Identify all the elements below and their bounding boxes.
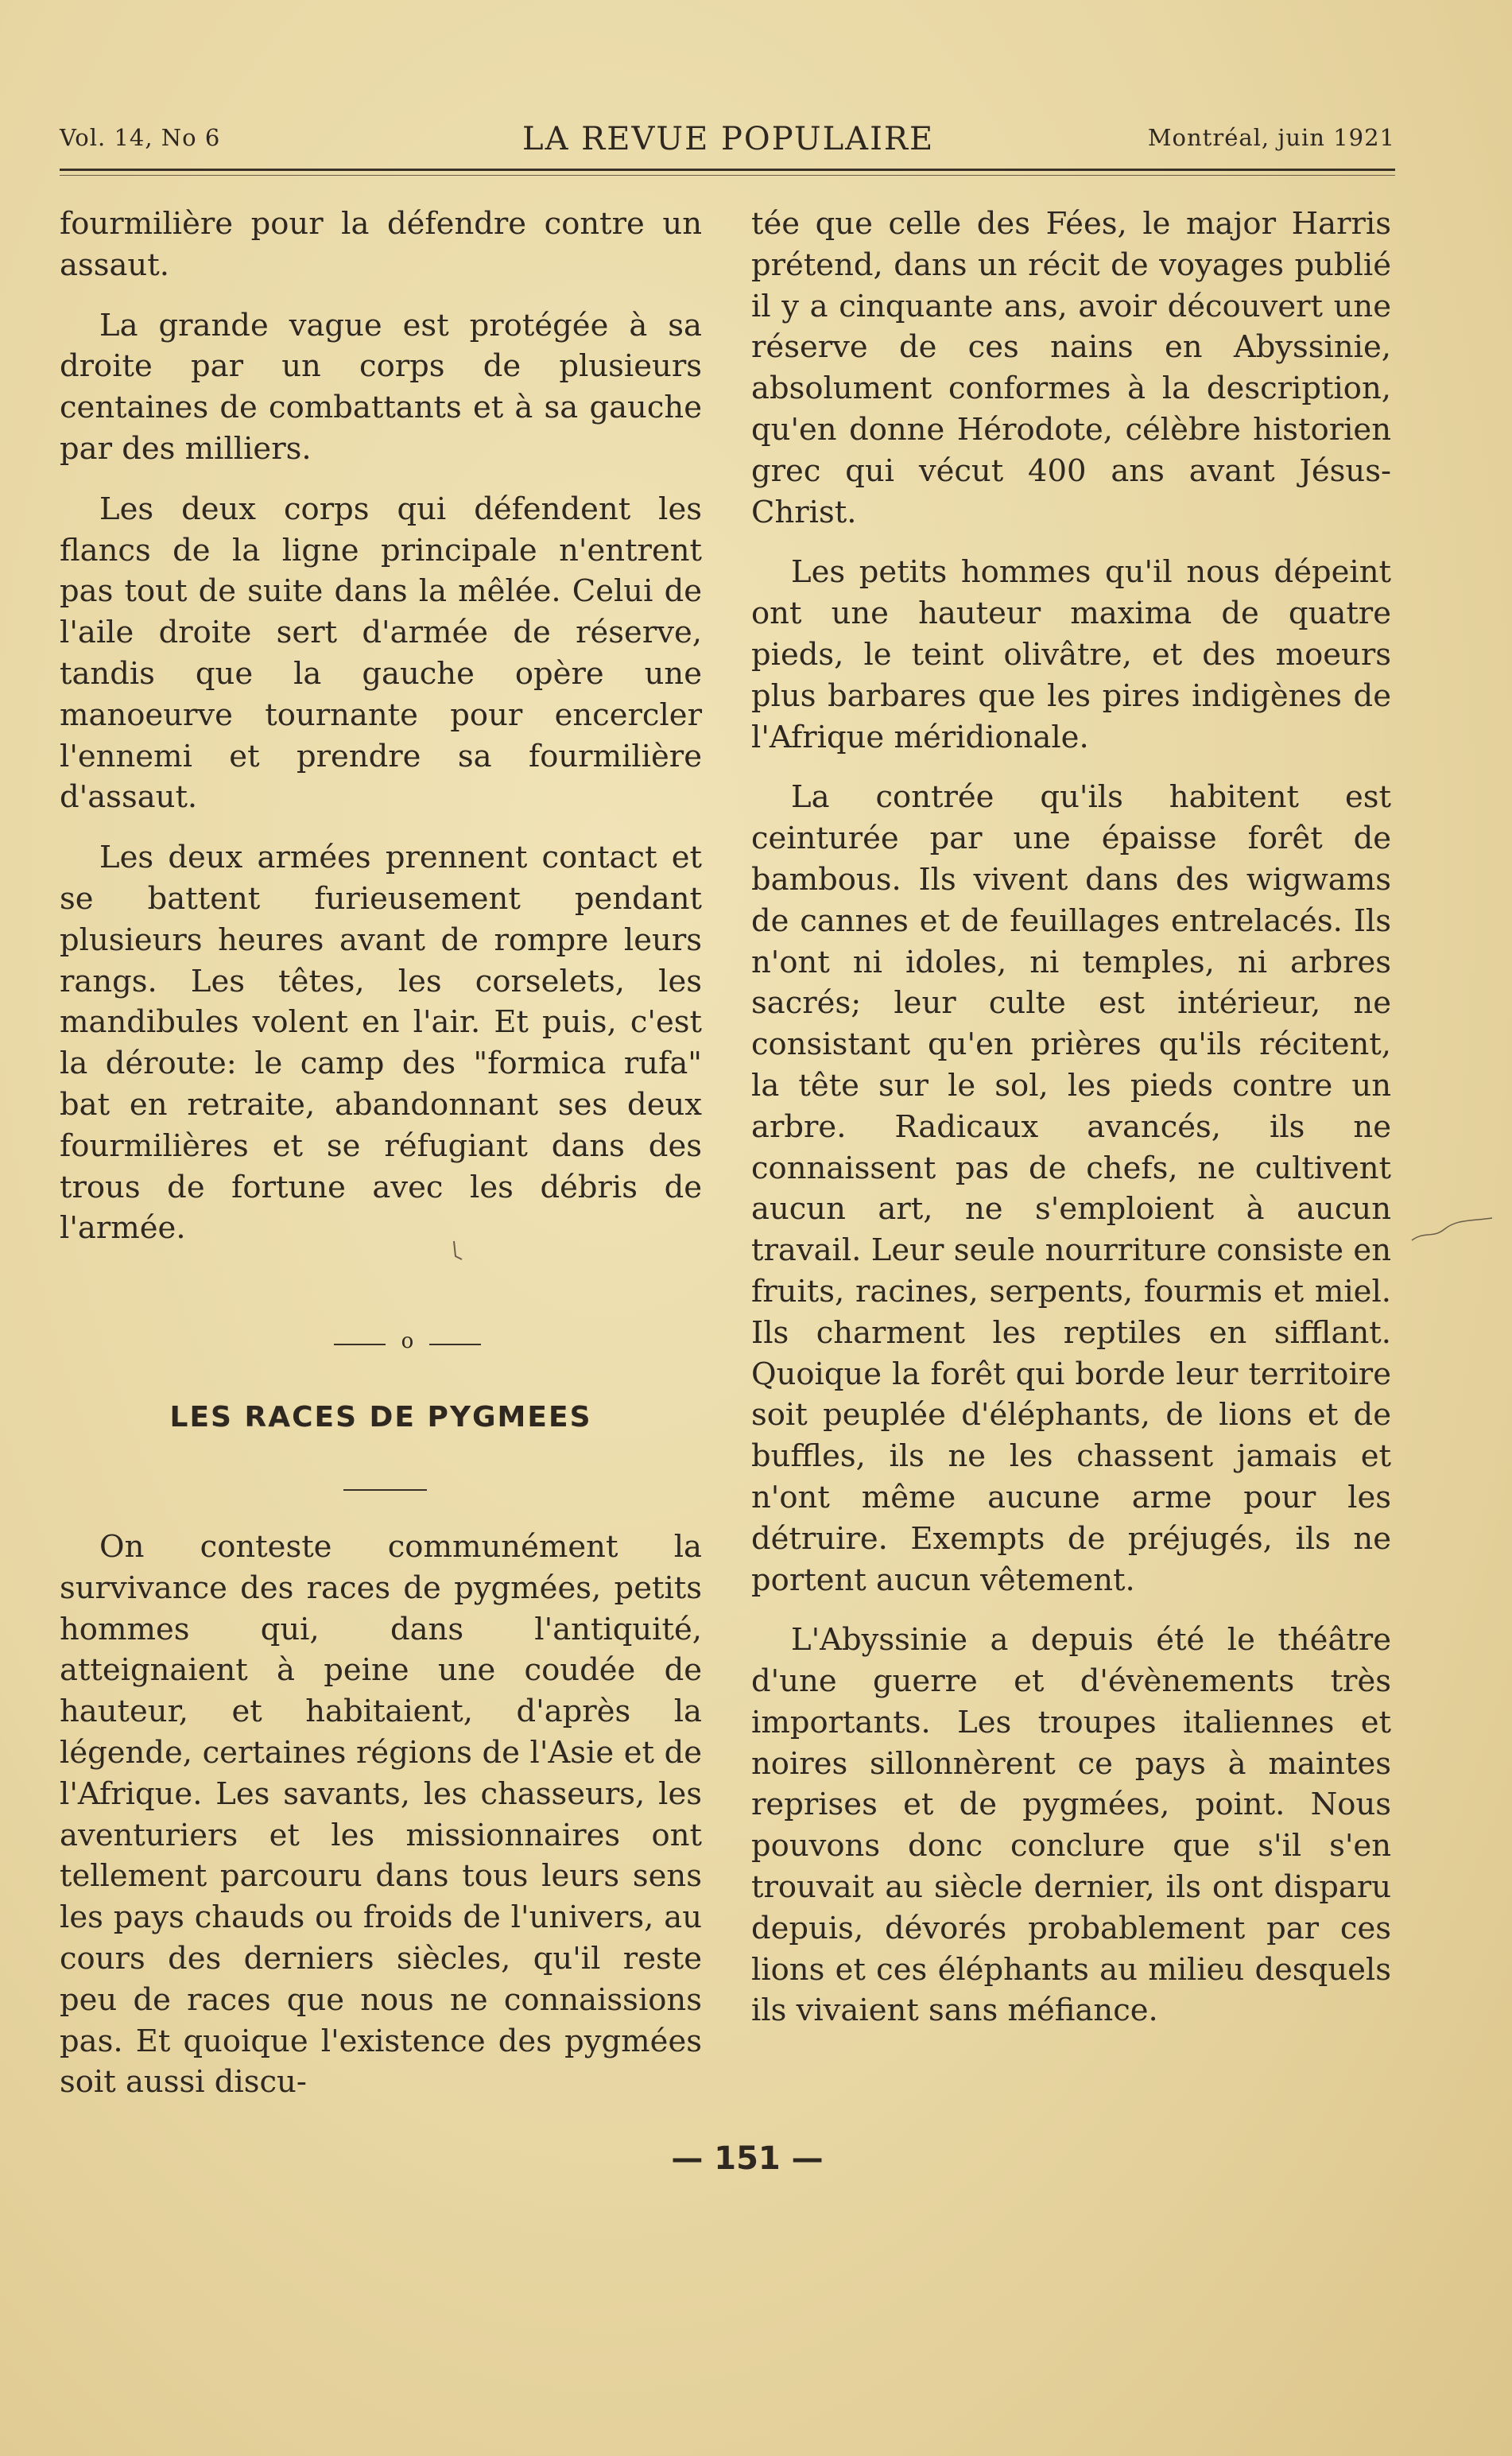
paragraph: fourmilière pour la défendre contre un assaut. (60, 206, 702, 283)
paragraph: La contrée qu'ils habitent est ceinturée par une épaisse forêt de bambous. Ils vivent dans des wigwams de cannes et de feuillages entrelacés. Ils n'ont ni idoles, ni temples, ni arbres sacrés; leur culte est intérieur, ne consistant qu'en prières qu'ils récitent, la tête sur le sol, les pieds contre un arbre. Radicaux avancés, ils ne connaissent pas de chefs, ne cultivent aucun art, ne s'emploient à aucun travail. Leur seule nourriture consiste en fruits, racines, serpents, fourmis et miel. Ils charment les reptiles en sifflant. Quoique la forêt qui borde leur territoire soit peuplée d'éléphants, de lions et de buffles, ils ne les chassent jamais et n'ont même aucune arme pour les détruire. Exempts de préjugés, ils ne portent aucun vêtement. (751, 779, 1391, 1598)
divider-mark: o (401, 1329, 414, 1353)
section-divider (334, 1328, 481, 1360)
paragraph: tée que celle des Fées, le major Harris prétend, dans un récit de voyages publié il y a cinquante ans, avoir découvert une réserve de ces nains en Abyssinie, absolument conformes à la description, qu'en donne Hérodote, célèbre historien grec qui vécut 400 ans avant Jésus-Christ. (751, 206, 1391, 530)
paragraph: La grande vague est protégée à sa droite par un corps de plusieurs centaines de combattants et à sa gauche par des milliers. (60, 307, 702, 467)
pencil-scribble-icon (1409, 1215, 1496, 1247)
header-rule (60, 169, 1395, 171)
paragraph: L'Abyssinie a depuis été le théâtre d'une guerre et d'évènements très importants. Les troupes italiennes et noires sillonnèrent ce pays à maintes reprises et de pygmées, point. Nous pouvons donc conclure que s'il s'en trouvait au siècle dernier, ils ont disparu depuis, dévorés probablement par ces lions et ces éléphants au milieu desquels ils vivaient sans méfiance. (751, 1622, 1391, 2029)
left-column-bottom (60, 1527, 702, 2122)
title-rule (343, 1489, 427, 1491)
running-header (60, 118, 1395, 157)
paragraph: Les petits hommes qu'il nous dépeint ont une hauteur maxima de quatre pieds, le teint olivâtre, et des moeurs plus barbares que les pires indigènes de l'Afrique méridionale. (751, 554, 1391, 755)
header-rule-thin (60, 175, 1395, 176)
volume-number: Vol. 14, No 6 (60, 124, 221, 151)
article-title: LES RACES DE PYGMEES (169, 1401, 592, 1434)
paragraph: Les deux armées prennent contact et se battent furieusement pendant plusieurs heures avant de rompre leurs rangs. Les têtes, les corselets, les mandibules volent en l'air. Et puis, c'est la déroute: le camp des "formica rufa" bat en retraite, abandonnant ses deux fourmilières et se réfugiant dans des trous de fortune avec les débris de l'armée. (60, 840, 702, 1247)
right-column (751, 204, 1391, 2051)
left-column-top (60, 204, 702, 1268)
paragraph: Les deux corps qui défendent les flancs de la ligne principale n'entrent pas tout de suite dans la mêlée. Celui de l'aile droite sert d'armée de réserve, tandis que la gauche opère une manoeurve tournante pour encercler l'ennemi et prendre sa fourmilière d'assaut. (60, 491, 702, 816)
publication-title: LA REVUE POPULAIRE (522, 121, 935, 157)
page-number: — 151 — (671, 2140, 824, 2177)
pencil-mark-icon (449, 1239, 465, 1263)
issue-date: Montréal, juin 1921 (1147, 124, 1395, 151)
paragraph: On conteste communément la survivance des races de pygmées, petits hommes qui, dans l'antiquité, atteignaient à peine une coudée de hauteur, et habitaient, d'après la légende, certaines régions de l'Asie et de l'Afrique. Les savants, les chasseurs, les aventuriers et les missionnaires ont tellement parcouru dans tous leurs sens les pays chauds ou froids de l'univers, au cours des derniers siècles, qu'il reste peu de races que nous ne connaissions pas. Et quoique l'existence des pygmées soit aussi discu- (60, 1529, 702, 2101)
